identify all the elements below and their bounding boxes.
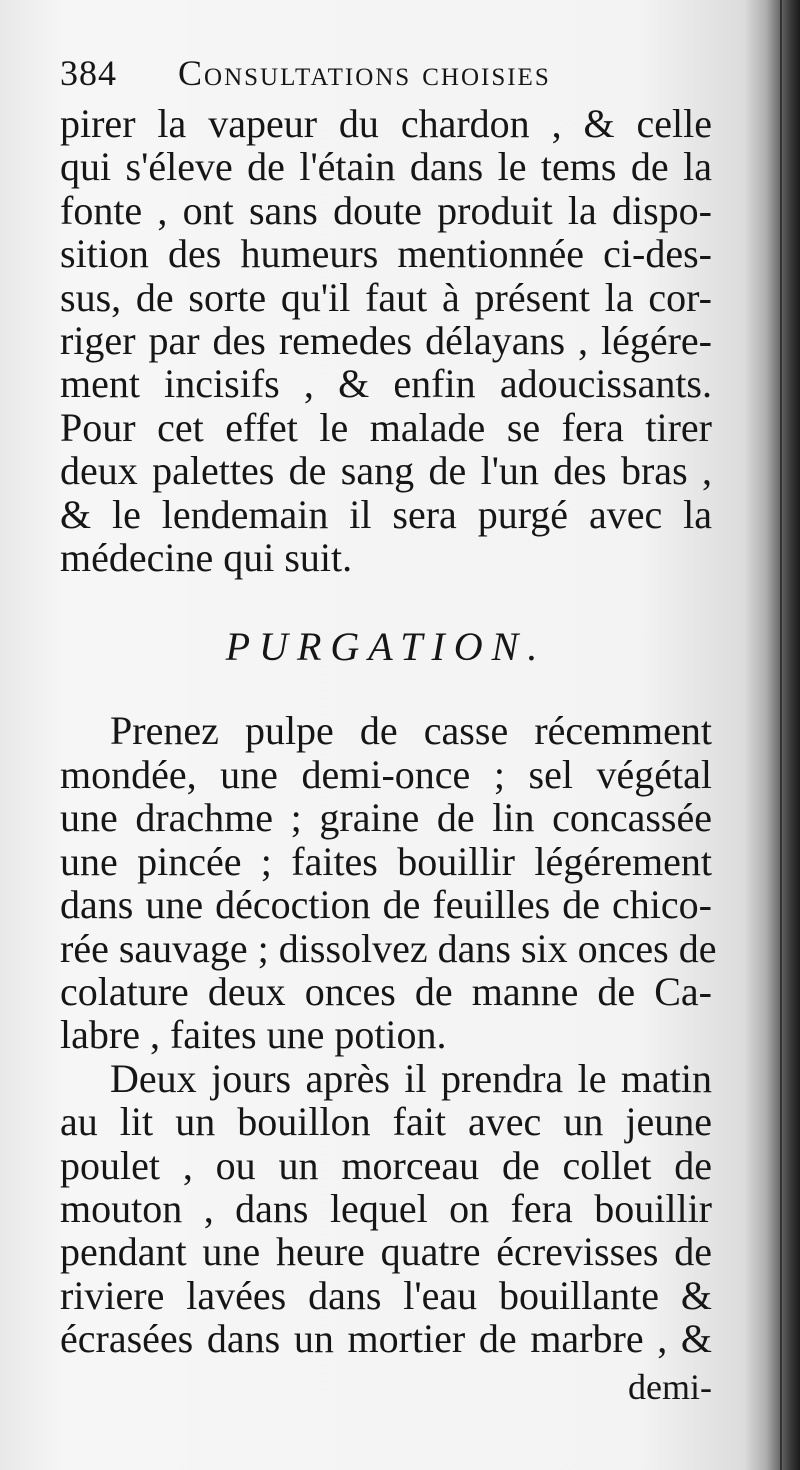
text-line: pendant une heure quatre écrevisses de — [60, 1229, 712, 1275]
text-line: sus, de sorte qu'il faut à présent la cor- — [60, 274, 712, 320]
text-line: labre , faites une potion. — [60, 1012, 447, 1058]
text-line: pirer la vapeur du chardon , & celle — [60, 101, 712, 146]
text-line: riviere lavées dans l'eau bouillante & — [60, 1272, 712, 1318]
text-line: Prenez pulpe de casse récemment — [110, 708, 712, 754]
paragraph-2 — [60, 708, 717, 1058]
text-line: Pour cet effet le malade se fera tirer — [60, 404, 712, 450]
text-line: Deux jours après il prendra le matin — [110, 1055, 712, 1101]
running-title: Consultations choisies — [178, 53, 551, 93]
text-line: riger par des remedes délayans , légére- — [60, 318, 712, 364]
book-gutter-line — [780, 0, 782, 1470]
text-line: & le lendemain il sera purgé avec la — [60, 491, 712, 537]
text-line: qui s'éleve de l'étain dans le tems de la — [60, 144, 712, 190]
text-line: mondée, une demi-once ; sel végétal — [60, 751, 712, 797]
page-header — [60, 52, 712, 102]
text-line: fonte , ont sans doute produit la dispo- — [60, 187, 712, 233]
text-line: ment incisifs , & enfin adoucissants. — [60, 361, 712, 407]
text-line: poulet , ou un morceau de collet de — [60, 1142, 712, 1188]
book-spine-shadow — [766, 0, 800, 1470]
text-line: écrasées dans un mortier de marbre , & — [60, 1316, 712, 1362]
text-line: dans une décoction de feuilles de chico- — [60, 882, 712, 928]
text-line: rée sauvage ; dissolvez dans six onces de — [60, 925, 717, 971]
text-line: au lit un bouillon fait avec un jeune — [60, 1099, 712, 1145]
text-line: colature deux onces de manne de Ca- — [60, 968, 712, 1014]
paragraph-1 — [60, 102, 712, 579]
text-line: une pincée ; faites bouillir légérement — [60, 838, 712, 884]
paragraph-3 — [60, 1057, 712, 1361]
page-number: 384 — [60, 53, 117, 93]
text-line: deux palettes de sang de l'un des bras , — [60, 448, 712, 494]
text-line: mouton , dans lequel on fera bouillir — [60, 1185, 712, 1231]
text-line: médecine qui suit. — [60, 535, 353, 581]
page-content — [60, 52, 717, 1409]
catchword: demi- — [628, 1366, 712, 1407]
text-line: une drachme ; graine de lin concassée — [60, 795, 712, 841]
section-heading: PURGATION. — [225, 624, 547, 670]
text-line: sition des humeurs mentionnée ci-des- — [60, 231, 712, 277]
